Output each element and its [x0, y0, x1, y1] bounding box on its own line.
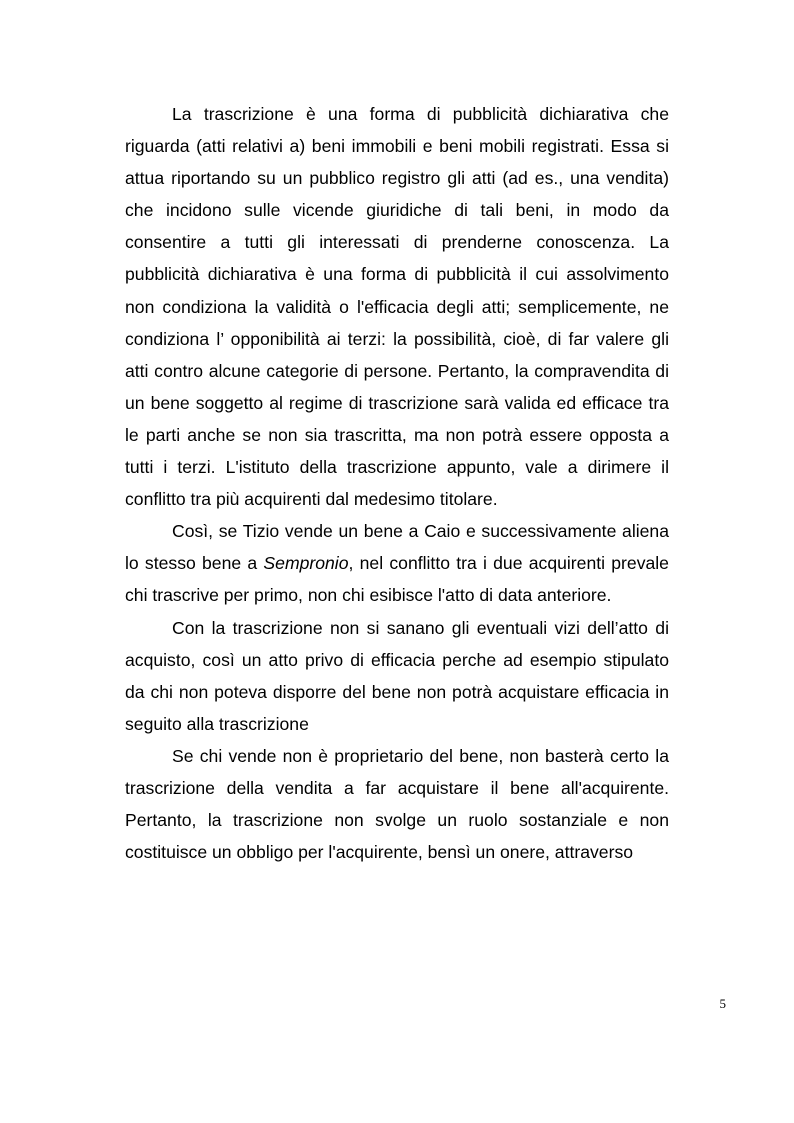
paragraph	[125, 98, 669, 515]
paragraph	[125, 612, 669, 740]
paragraph-text: Con la trascrizione non si sanano gli eventuali vizi dell’atto di acquisto, così un atto privo di efficacia perche ad esempio stipulato da chi non poteva disporre del bene non potrà acquistare efficacia in seguito alla trascrizione	[125, 617, 669, 734]
paragraph	[125, 515, 669, 611]
paragraph-text: Se chi vende non è proprietario del bene, non basterà certo la trascrizione della vendita a far acquistare il bene all'acquirente. Pertanto, la trascrizione non svolge un ruolo sostanziale e non costituisce un obbligo per l'acquirente, bensì un onere, attraverso	[125, 745, 669, 863]
page-number: 5	[719, 996, 726, 1011]
paragraph-text: La trascrizione è una forma di pubblicità dichiarativa che riguarda (atti relativi a) beni immobili e beni mobili registrati. Essa si attua riportando su un pubblico registro gli atti (ad es., una vendita) che incidono sulle vicende giuridiche di tali beni, in modo da consentire a tutti gli interessati di prenderne conoscenza. La pubblicità dichiarativa è una forma di pubblicità il cui assolvimento non condiziona la validità o l'efficacia degli atti; semplicemente, ne condiziona l’ opponibilità ai terzi: la possibilità, cioè, di far valere gli atti contro alcune categorie di persone. Pertanto, la compravendita di un bene soggetto al regime di trascrizione sarà valida ed efficace tra le parti anche se non sia trascritta, ma non potrà essere opposta a tutti i terzi. L'istituto della trascrizione appunto, vale a dirimere il conflitto tra più acquirenti dal medesimo titolare.	[125, 104, 669, 510]
paragraph-text: Così, se Tizio vende un bene a Caio e successivamente aliena lo stesso bene a	[125, 521, 669, 574]
italic-name: Sempronio	[263, 553, 349, 574]
paragraph	[125, 740, 669, 868]
paragraph-text: , nel conflitto tra i due acquirenti prevale chi trascrive per primo, non chi esibisce l'atto di data anteriore.	[125, 553, 669, 606]
body-text	[125, 98, 669, 868]
